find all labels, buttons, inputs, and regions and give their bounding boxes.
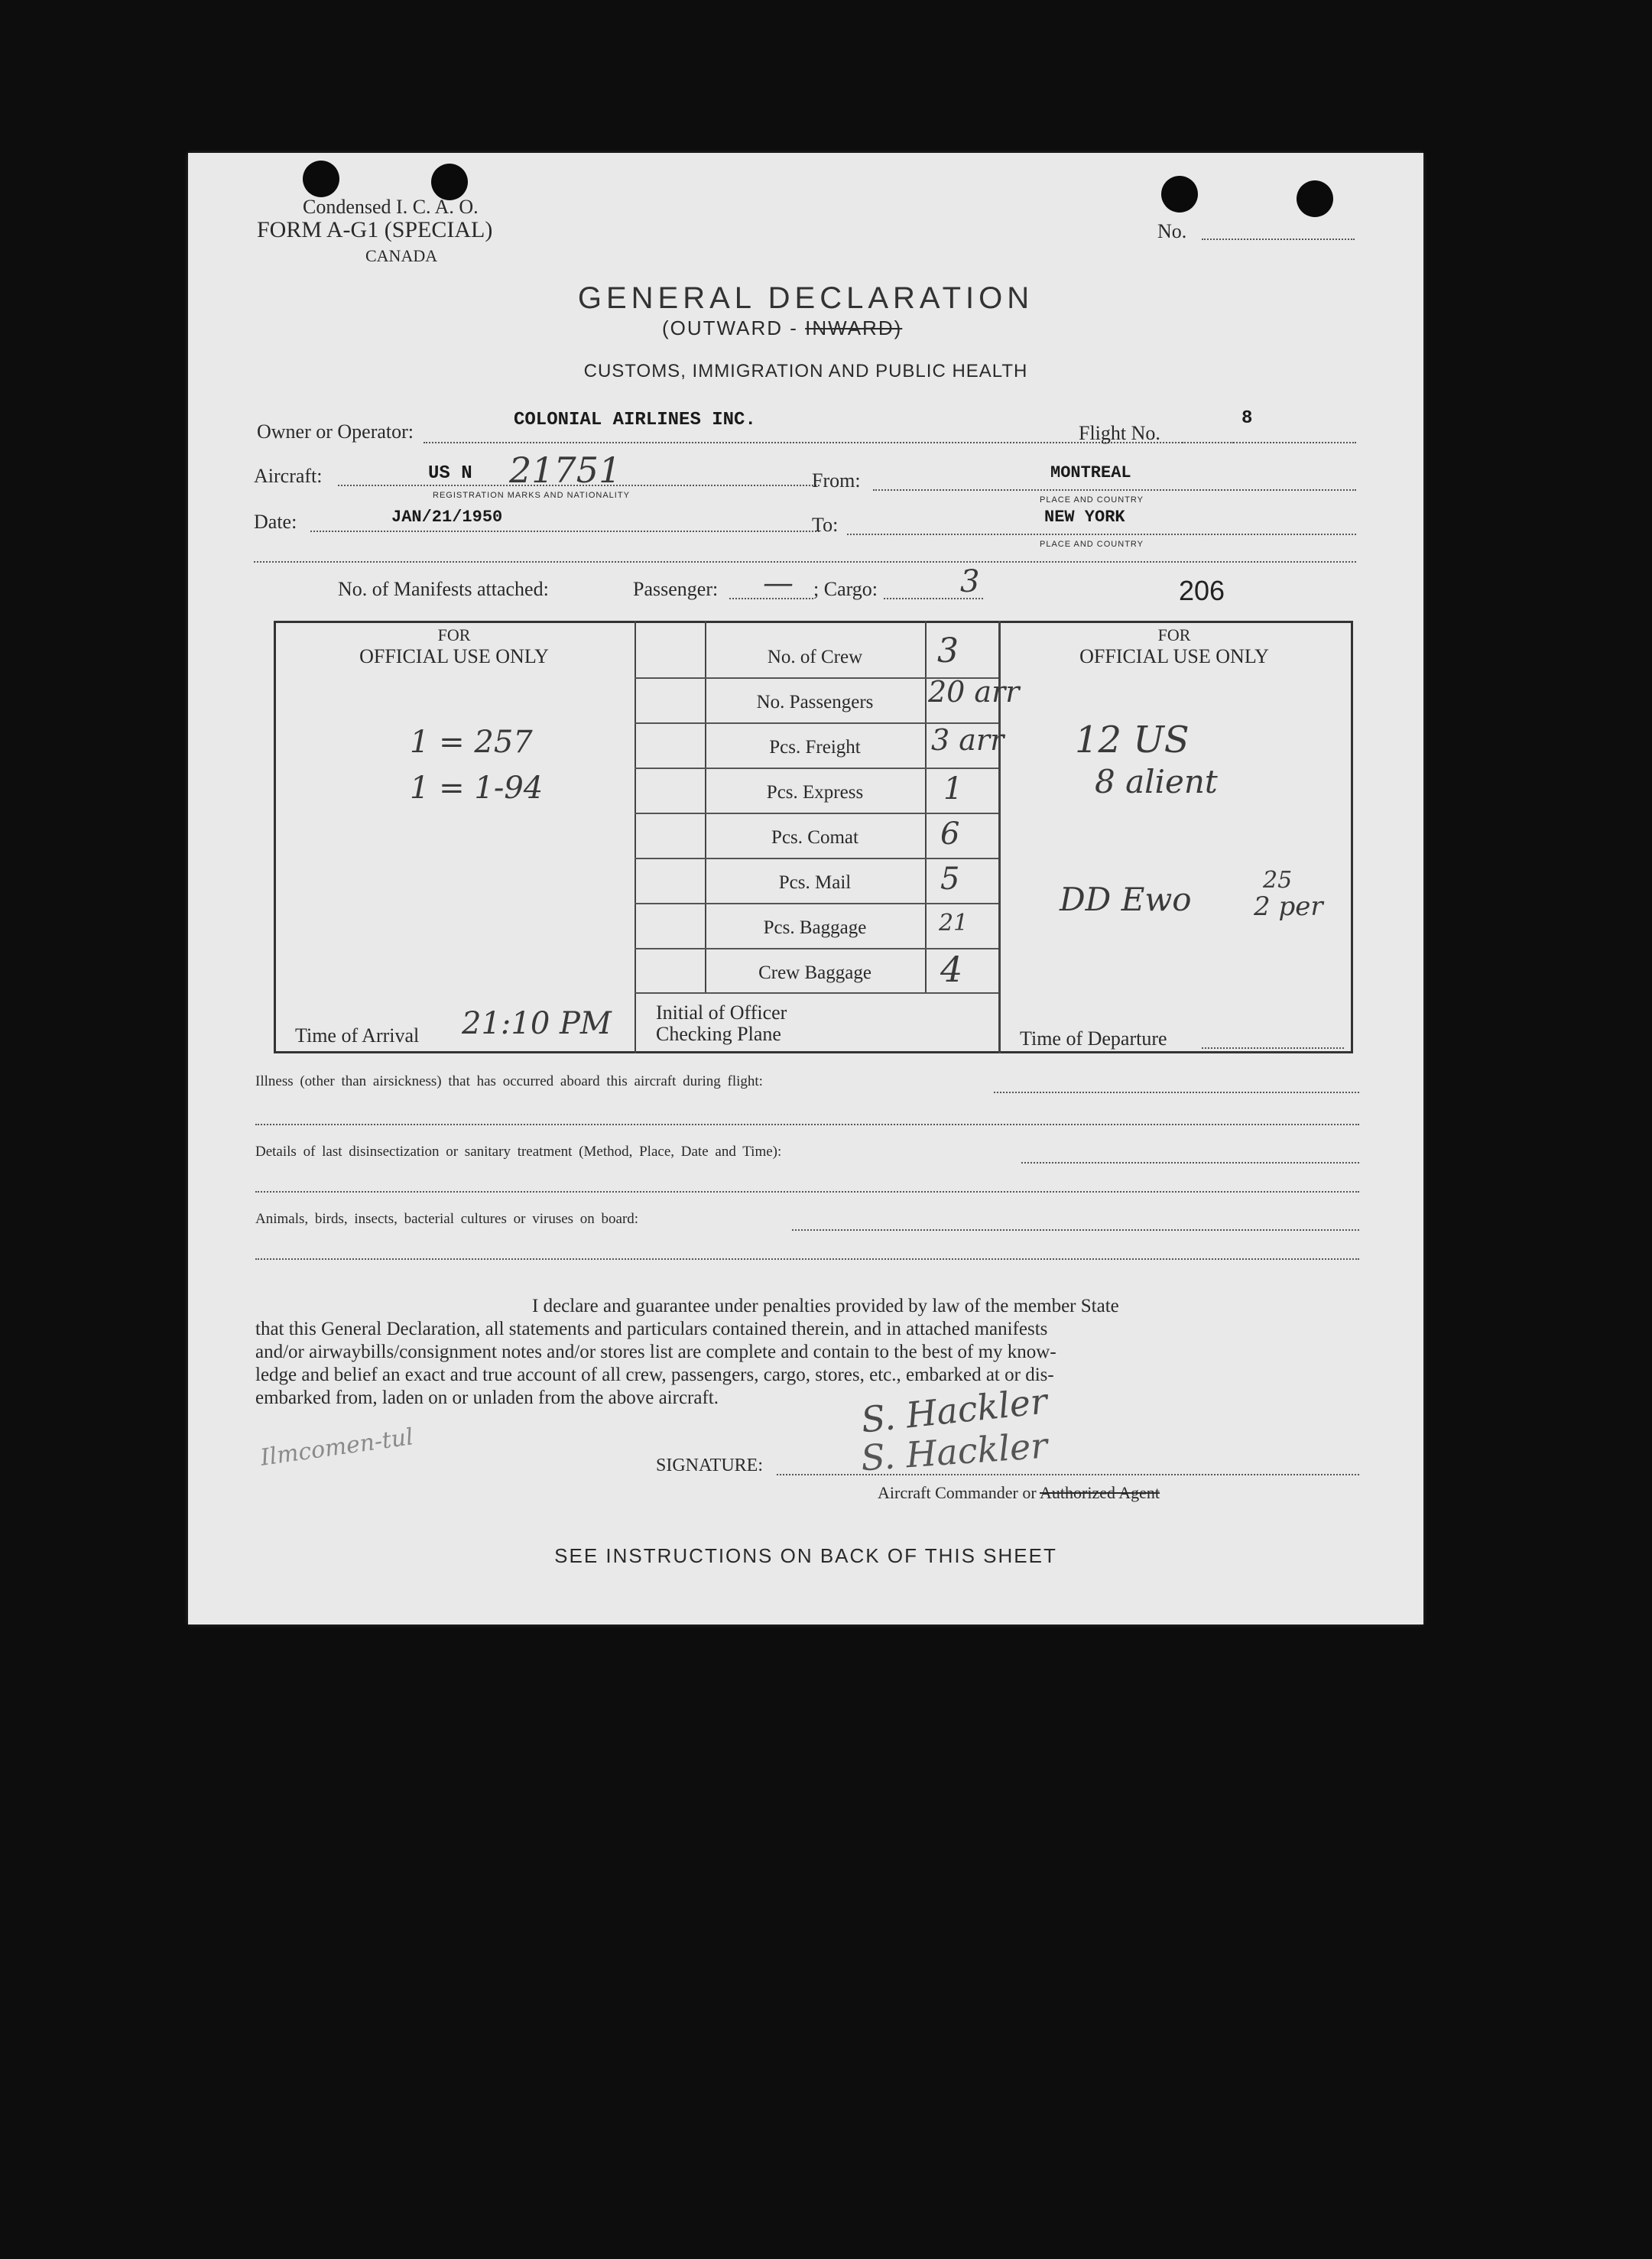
manifests-passenger-value: —: [763, 566, 794, 601]
right-note-2: 8 alient: [1095, 763, 1218, 800]
table-row: [635, 815, 998, 860]
faint-stamp: Ilmcomen-tul: [258, 1423, 415, 1472]
to-label: To:: [812, 514, 839, 536]
flight-label: Flight No.: [1079, 422, 1160, 444]
right-official-header-1: FOR: [1157, 625, 1191, 644]
to-line: [847, 534, 1356, 535]
row-label: Crew Baggage: [758, 962, 871, 983]
date-label: Date:: [254, 511, 297, 533]
signature-label: SIGNATURE:: [656, 1456, 764, 1475]
row-label: No. Passengers: [756, 692, 874, 712]
table-row: [635, 950, 998, 992]
instructions-footer: SEE INSTRUCTIONS ON BACK OF THIS SHEET: [554, 1544, 1057, 1567]
table-row: [635, 770, 998, 815]
declaration-text: [255, 1295, 1359, 1410]
title-subtitle: [662, 316, 902, 340]
disinsect-line-2: [255, 1191, 1359, 1193]
animals-label: Animals, birds, insects, bacterial cultures or viruses on board:: [255, 1211, 639, 1227]
row-value: 21: [939, 910, 969, 936]
header-separator: [254, 561, 1356, 563]
table-row: [635, 860, 998, 905]
row-value: 4: [940, 949, 963, 990]
inward-struck-label: INWARD): [805, 316, 903, 339]
aircraft-value: US N: [428, 463, 472, 484]
condensed-icao: Condensed I. C. A. O.: [303, 196, 479, 218]
manifests-cargo-value: 3: [960, 564, 980, 599]
animals-line-1: [792, 1229, 1359, 1231]
table-row: [635, 675, 1020, 725]
aircraft-handwritten: 21751: [509, 450, 622, 491]
declaration-line-2: that this General Declaration, all statements and particulars contained therein, and in attached manifests: [255, 1319, 1048, 1339]
disinsect-label: Details of last disinsectization or sanitary treatment (Method, Place, Date and Time):: [255, 1144, 782, 1160]
to-value: NEW YORK: [1044, 508, 1125, 527]
left-note-2: 1 = 1-94: [410, 771, 544, 806]
initial-label-2: Checking Plane: [656, 1023, 781, 1045]
declaration-form-sheet: [188, 153, 1423, 1624]
signature-handwritten-1: S. Hackler: [858, 1380, 1050, 1441]
punch-hole-4: [1297, 180, 1333, 217]
animals-line-2: [255, 1258, 1359, 1260]
right-note-4: 25: [1263, 867, 1293, 894]
right-note-3: DD Ewo: [1060, 881, 1192, 918]
row-divider: [635, 903, 998, 904]
row-value: 3: [937, 631, 959, 670]
row-value: 3 arr: [931, 723, 1005, 757]
commander-text: Aircraft Commander or: [878, 1483, 1037, 1502]
right-note-5: 2 per: [1254, 891, 1323, 922]
crew-cargo-rows: [635, 621, 1020, 992]
right-official-header-2: OFFICIAL USE ONLY: [1079, 645, 1269, 667]
manifests-label: No. of Manifests attached:: [338, 578, 549, 600]
departure-label: Time of Departure: [1020, 1027, 1167, 1050]
flight-line: [1182, 442, 1356, 443]
punch-hole-3: [1161, 176, 1198, 213]
place-caption-to: PLACE AND COUNTRY: [1040, 540, 1144, 549]
departure-line: [1202, 1047, 1344, 1049]
illness-line-1: [994, 1092, 1359, 1093]
owner-label: Owner or Operator:: [257, 420, 414, 443]
from-line: [873, 489, 1356, 491]
row-value: 1: [943, 771, 963, 807]
row-label: Pcs. Express: [766, 782, 864, 803]
place-caption-from: PLACE AND COUNTRY: [1040, 495, 1144, 505]
disinsect-line-1: [1021, 1162, 1359, 1164]
left-official-header-1: FOR: [437, 625, 471, 644]
flight-value: 8: [1241, 408, 1253, 429]
table-row: [635, 723, 1005, 770]
declaration-line-5: embarked from, laden on or unladen from the above aircraft.: [255, 1388, 719, 1408]
manifests-passenger-label: Passenger:: [633, 578, 719, 600]
row-label: No. of Crew: [767, 647, 863, 667]
page-title: GENERAL DECLARATION: [577, 281, 1034, 315]
registration-caption: REGISTRATION MARKS AND NATIONALITY: [433, 491, 630, 500]
row-value: 20 arr: [928, 675, 1020, 709]
row-value: 6: [940, 816, 960, 852]
row-label: Pcs. Mail: [778, 872, 852, 893]
no-field: [1202, 239, 1355, 240]
declaration-line-3: and/or airwaybills/consignment notes and/or stores list are complete and contain to the best of my know-: [255, 1342, 1056, 1362]
manifests-cargo-label: ; Cargo:: [813, 578, 878, 600]
arrival-label: Time of Arrival: [295, 1024, 420, 1047]
row-divider: [635, 858, 998, 859]
illness-line-2: [255, 1124, 1359, 1125]
row-label: Pcs. Freight: [769, 737, 861, 758]
punch-hole-2: [431, 164, 468, 200]
arrival-value: 21:10 PM: [462, 1006, 612, 1041]
form-number: FORM A-G1 (SPECIAL): [257, 217, 493, 242]
aircraft-label: Aircraft:: [254, 465, 323, 487]
date-value: JAN/21/1950: [391, 508, 503, 527]
row-divider: [635, 768, 998, 769]
punch-hole-1: [303, 161, 339, 197]
country: CANADA: [365, 246, 438, 265]
manifest-number: 206: [1179, 575, 1225, 606]
right-note-1: 12 US: [1075, 719, 1190, 761]
table-row: [635, 631, 998, 680]
row-label: Pcs. Baggage: [763, 917, 867, 938]
outward-label: (OUTWARD -: [662, 316, 798, 339]
owner-value: COLONIAL AIRLINES INC.: [514, 410, 756, 430]
declaration-line-4: ledge and belief an exact and true account of all crew, passengers, cargo, stores, etc., embarked at or dis-: [255, 1365, 1054, 1385]
left-official-header-2: OFFICIAL USE ONLY: [359, 645, 549, 667]
row-value: 5: [940, 862, 960, 897]
date-line: [310, 531, 820, 532]
commander-label: [878, 1483, 1160, 1503]
left-note-1: 1 = 257: [410, 725, 533, 760]
from-label: From:: [812, 469, 861, 492]
from-value: MONTREAL: [1050, 463, 1131, 482]
department-caption: CUSTOMS, IMMIGRATION AND PUBLIC HEALTH: [583, 361, 1028, 381]
illness-label: Illness (other than airsickness) that has occurred aboard this aircraft during flight:: [255, 1073, 763, 1089]
signature-handwritten-2: S. Hackler: [859, 1424, 1049, 1479]
initial-label-1: Initial of Officer: [656, 1001, 787, 1024]
table-row: [635, 905, 998, 950]
row-divider: [635, 813, 998, 814]
declaration-line-1: I declare and guarantee under penalties provided by law of the member State: [532, 1296, 1119, 1316]
table-bottom-divider: [635, 992, 998, 994]
no-label: No.: [1157, 220, 1187, 242]
agent-struck-text: Authorized Agent: [1040, 1483, 1160, 1502]
row-label: Pcs. Comat: [771, 827, 858, 848]
